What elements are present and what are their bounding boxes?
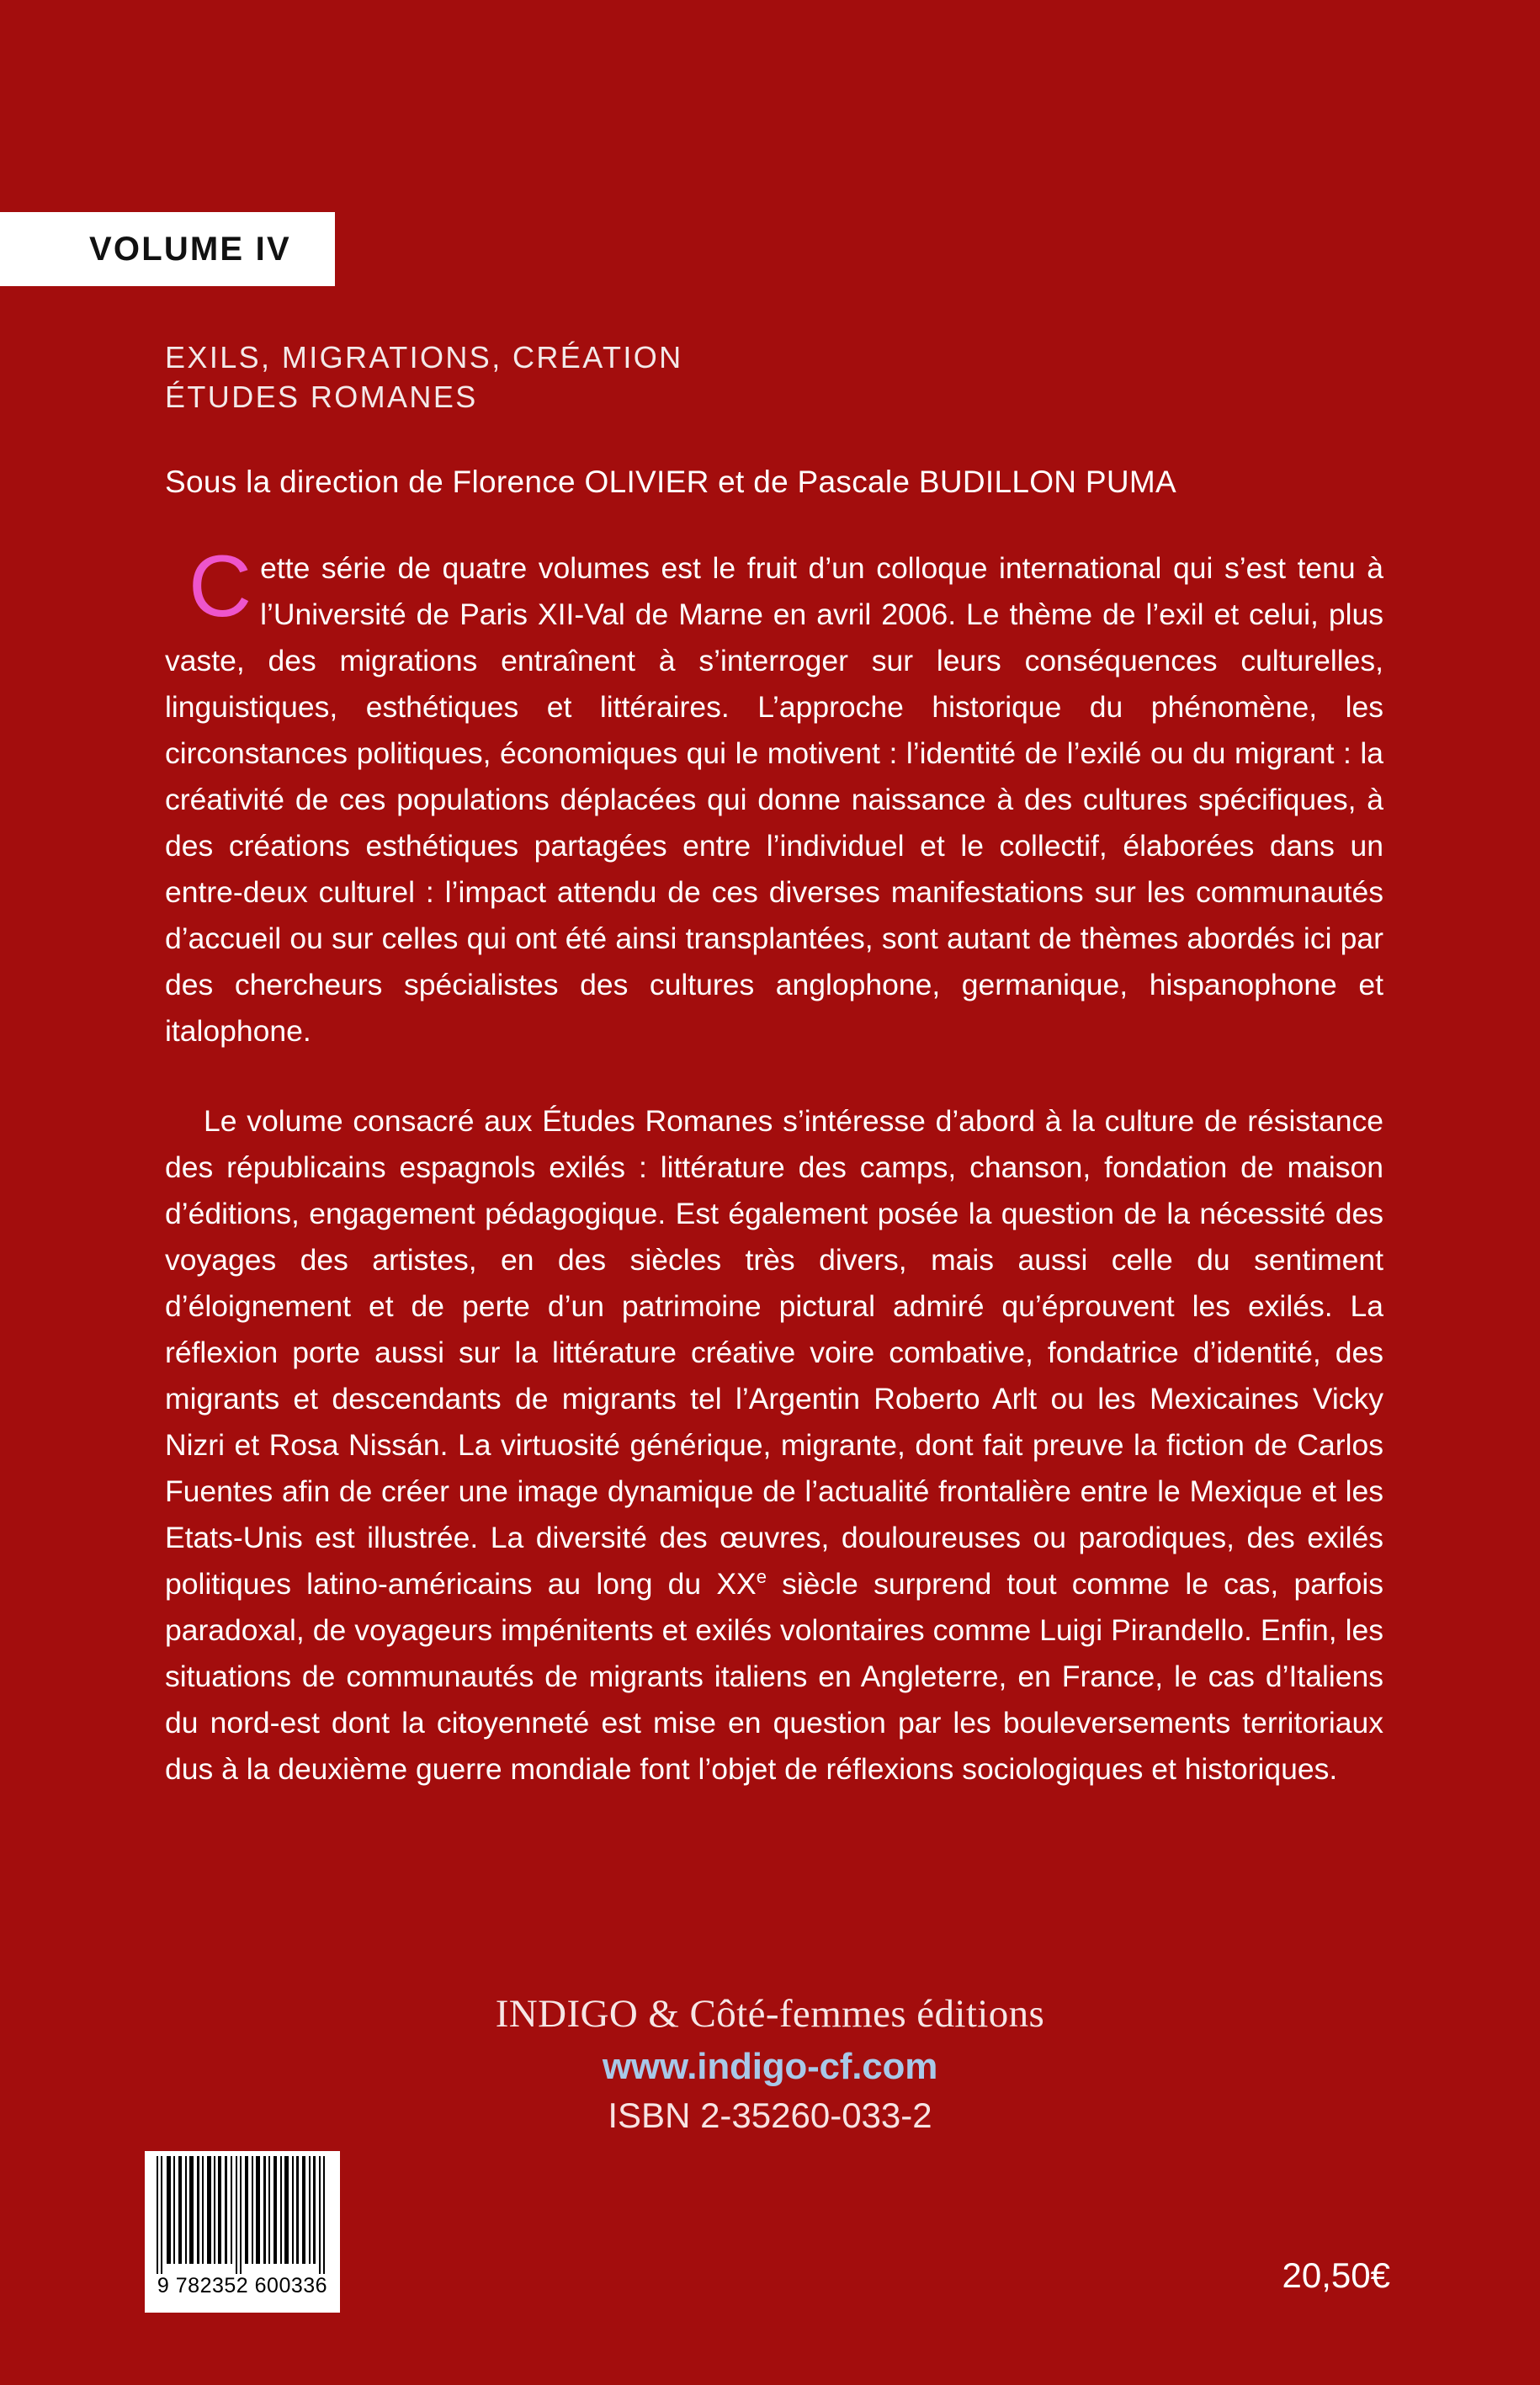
blurb-paragraph-2-text-part-2: siècle surprend tout comme le cas, parfois paradoxal, de voyageurs impénitents et exilés volontaires comme Luigi Pirandello. Enfin, les situations de communautés de migrants italiens en Angleterre, en France, le cas d’Italiens du nord-est dont la citoyenneté est mise en question par les bouleversements territoriaux dus à la deuxième guerre mondiale font l’objet de réflexions sociologiques et historiques. — [165, 1567, 1383, 1786]
editors-line: Sous la direction de Florence OLIVIER et de Pascale BUDILLON PUMA — [165, 465, 1176, 499]
blurb-paragraph-2-text-part-1: Le volume consacré aux Études Romanes s’intéresse d’abord à la culture de résistance des républicains espagnols exilés : littérature des camps, chanson, fondation de maison d’éditions, engagement pédagogique. Est également posée la question de la nécessité des voyages des artistes, en des siècles très divers, mais aussi celle du sentiment d’éloignement et de perte d’un patrimoine pictural admiré qu’éprouvent les exilés. La réflexion porte aussi sur la littérature créative voire combative, fondatrice d’identité, des migrants et descendants de migrants tel l’Argentin Roberto Arlt ou les Mexicaines Vicky Nizri et Rosa Nissán. La virtuosité générique, migrante, dont fait preuve la fiction de Carlos Fuentes afin de créer une image dynamique de l’actualité frontalière entre le Mexique et les Etats-Unis est illustrée. La diversité des œuvres, douloureuses ou parodiques, des exilés politiques latino-américains au long du XX — [165, 1104, 1383, 1601]
series-title-line-1: EXILS, MIGRATIONS, CRÉATION — [165, 340, 683, 374]
century-ordinal-suffix: e — [756, 1566, 767, 1588]
drop-cap-letter: C — [189, 538, 252, 635]
volume-badge — [0, 212, 335, 286]
blurb-paragraph-1 — [165, 538, 1383, 1054]
publisher-name: INDIGO & Côté-femmes éditions — [495, 1992, 1045, 2036]
volume-badge-label: VOLUME IV — [89, 230, 291, 268]
ean-barcode — [145, 2151, 340, 2313]
price-label: 20,50€ — [1282, 2255, 1390, 2295]
publisher-website-url[interactable]: www.indigo-cf.com — [602, 2046, 938, 2087]
blurb-text — [165, 538, 1383, 1793]
isbn-text: ISBN 2-35260-033-2 — [608, 2096, 932, 2135]
barcode-bars-icon — [151, 2156, 333, 2274]
series-title-line-2: ÉTUDES ROMANES — [165, 379, 478, 414]
series-title-block — [165, 338, 1410, 417]
barcode-digits: 9 782352 600336 — [157, 2274, 328, 2297]
blurb-paragraph-2 — [165, 1098, 1383, 1793]
publisher-block — [0, 1992, 1540, 2135]
blurb-paragraph-1-text: ette série de quatre volumes est le fruit d’un colloque international qui s’est tenu à l’Université de Paris XII-Val de Marne en avril 2006. Le thème de l’exil et celui, plus vaste, des migrations entraînent à s’interroger sur leurs conséquences culturelles, linguistiques, esthétiques et littéraires. L’approche historique du phénomène, les circonstances politiques, économiques qui le motivent : l’identité de l’exilé ou du migrant : la créativité de ces populations déplacées qui donne naissance à des cultures spécifiques, à des créations esthétiques partagées entre l’individuel et le collectif, élaborées dans un entre-deux culturel : l’impact attendu de ces diverses manifestations sur les communautés d’accueil ou sur celles qui ont été ainsi transplantées, sont autant de thèmes abordés ici par des chercheurs spécialistes des cultures anglophone, germanique, hispanophone et italophone. — [165, 551, 1383, 1048]
